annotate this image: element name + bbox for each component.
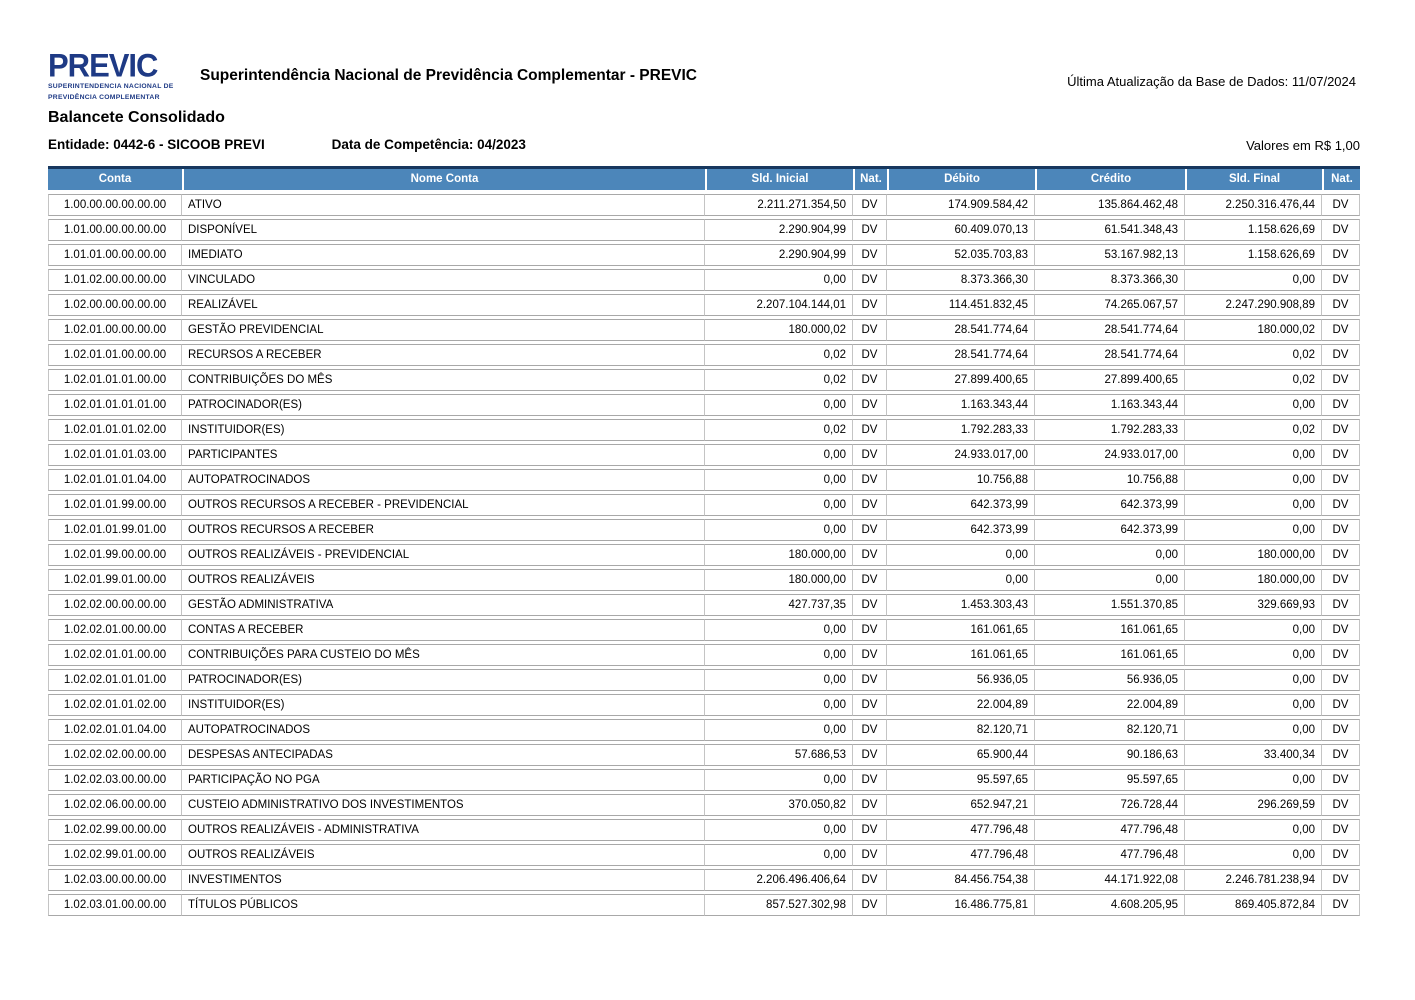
cell-nat: DV xyxy=(1322,219,1360,241)
cell-conta: 1.02.01.01.01.02.00 xyxy=(48,419,182,441)
cell-credito: 135.864.462,48 xyxy=(1035,194,1185,216)
cell-sld-final: 180.000,00 xyxy=(1185,544,1322,566)
cell-sld-final: 2.247.290.908,89 xyxy=(1185,294,1322,316)
cell-sld-inicial: 2.211.271.354,50 xyxy=(705,194,853,216)
table-row xyxy=(48,294,1360,316)
report-title: Balancete Consolidado xyxy=(48,109,225,126)
cell-nat: DV xyxy=(1322,819,1360,841)
cell-conta: 1.02.01.01.01.00.00 xyxy=(48,369,182,391)
cell-nat: DV xyxy=(1322,519,1360,541)
cell-sld-inicial: 0,02 xyxy=(705,344,853,366)
cell-nat: DV xyxy=(853,469,887,491)
cell-nat: DV xyxy=(853,319,887,341)
cell-sld-final: 0,02 xyxy=(1185,344,1322,366)
cell-conta: 1.02.02.01.01.02.00 xyxy=(48,694,182,716)
cell-credito: 477.796,48 xyxy=(1035,819,1185,841)
cell-conta: 1.02.01.01.01.04.00 xyxy=(48,469,182,491)
cell-debito: 95.597,65 xyxy=(887,769,1035,791)
cell-sld-final: 0,00 xyxy=(1185,619,1322,641)
cell-sld-final: 0,00 xyxy=(1185,394,1322,416)
table-row xyxy=(48,494,1360,516)
cell-nat: DV xyxy=(853,194,887,216)
cell-sld-final: 0,00 xyxy=(1185,519,1322,541)
cell-nat: DV xyxy=(1322,669,1360,691)
cell-nat: DV xyxy=(1322,644,1360,666)
cell-debito: 8.373.366,30 xyxy=(887,269,1035,291)
table-row xyxy=(48,669,1360,691)
cell-debito: 161.061,65 xyxy=(887,644,1035,666)
previc-logo-wordmark: PREVIC xyxy=(48,46,158,84)
cell-sld-inicial: 2.207.104.144,01 xyxy=(705,294,853,316)
cell-debito: 0,00 xyxy=(887,569,1035,591)
table-row xyxy=(48,419,1360,441)
cell-nat: DV xyxy=(1322,369,1360,391)
cell-nome-conta: AUTOPATROCINADOS xyxy=(182,469,705,491)
cell-credito: 726.728,44 xyxy=(1035,794,1185,816)
cell-nat: DV xyxy=(1322,569,1360,591)
cell-sld-inicial: 0,00 xyxy=(705,694,853,716)
cell-sld-final: 2.250.316.476,44 xyxy=(1185,194,1322,216)
cell-nome-conta: OUTROS RECURSOS A RECEBER xyxy=(182,519,705,541)
cell-sld-inicial: 0,00 xyxy=(705,819,853,841)
cell-sld-inicial: 0,02 xyxy=(705,419,853,441)
cell-nat: DV xyxy=(1322,444,1360,466)
cell-nome-conta: PARTICIPAÇÃO NO PGA xyxy=(182,769,705,791)
cell-credito: 27.899.400,65 xyxy=(1035,369,1185,391)
cell-sld-inicial: 0,00 xyxy=(705,619,853,641)
cell-nat: DV xyxy=(1322,619,1360,641)
cell-conta: 1.02.01.01.01.01.00 xyxy=(48,394,182,416)
cell-credito: 477.796,48 xyxy=(1035,844,1185,866)
cell-nat: DV xyxy=(853,369,887,391)
cell-nat: DV xyxy=(853,644,887,666)
previc-logo-subtitle-line2: PREVIDÊNCIA COMPLEMENTAR xyxy=(48,94,160,102)
cell-nat: DV xyxy=(853,419,887,441)
cell-sld-final: 1.158.626,69 xyxy=(1185,244,1322,266)
column-header-nat-1: Nat. xyxy=(853,169,887,190)
cell-sld-inicial: 0,00 xyxy=(705,469,853,491)
cell-nome-conta: RECURSOS A RECEBER xyxy=(182,344,705,366)
cell-sld-inicial: 0,00 xyxy=(705,269,853,291)
cell-sld-inicial: 180.000,02 xyxy=(705,319,853,341)
cell-conta: 1.02.02.01.01.01.00 xyxy=(48,669,182,691)
cell-nat: DV xyxy=(853,494,887,516)
cell-credito: 53.167.982,13 xyxy=(1035,244,1185,266)
cell-conta: 1.02.02.99.01.00.00 xyxy=(48,844,182,866)
cell-nat: DV xyxy=(853,344,887,366)
cell-credito: 44.171.922,08 xyxy=(1035,869,1185,891)
cell-nome-conta: CUSTEIO ADMINISTRATIVO DOS INVESTIMENTOS xyxy=(182,794,705,816)
cell-credito: 8.373.366,30 xyxy=(1035,269,1185,291)
cell-sld-final: 180.000,02 xyxy=(1185,319,1322,341)
cell-sld-inicial: 0,00 xyxy=(705,769,853,791)
table-row xyxy=(48,869,1360,891)
cell-sld-final: 0,02 xyxy=(1185,419,1322,441)
cell-sld-final: 1.158.626,69 xyxy=(1185,219,1322,241)
cell-credito: 82.120,71 xyxy=(1035,719,1185,741)
cell-sld-inicial: 0,00 xyxy=(705,444,853,466)
cell-credito: 642.373,99 xyxy=(1035,519,1185,541)
page-title: Superintendência Nacional de Previdência Complementar - PREVIC xyxy=(200,67,697,84)
cell-nat: DV xyxy=(853,819,887,841)
cell-credito: 61.541.348,43 xyxy=(1035,219,1185,241)
cell-sld-final: 33.400,34 xyxy=(1185,744,1322,766)
cell-nat: DV xyxy=(1322,769,1360,791)
previc-logo-subtitle-line1: SUPERINTENDENCIA NACIONAL DE xyxy=(48,83,174,90)
cell-nat: DV xyxy=(853,394,887,416)
cell-sld-inicial: 370.050,82 xyxy=(705,794,853,816)
cell-debito: 52.035.703,83 xyxy=(887,244,1035,266)
cell-sld-inicial: 2.206.496.406,64 xyxy=(705,869,853,891)
cell-conta: 1.02.01.00.00.00.00 xyxy=(48,319,182,341)
cell-nome-conta: DESPESAS ANTECIPADAS xyxy=(182,744,705,766)
cell-conta: 1.02.01.99.01.00.00 xyxy=(48,569,182,591)
cell-credito: 95.597,65 xyxy=(1035,769,1185,791)
cell-nome-conta: ATIVO xyxy=(182,194,705,216)
entity-label: Entidade: 0442-6 - SICOOB PREVI xyxy=(48,137,265,152)
cell-conta: 1.02.02.01.00.00.00 xyxy=(48,619,182,641)
cell-nome-conta: INSTITUIDOR(ES) xyxy=(182,694,705,716)
cell-nome-conta: OUTROS REALIZÁVEIS - ADMINISTRATIVA xyxy=(182,819,705,841)
cell-sld-inicial: 0,00 xyxy=(705,669,853,691)
cell-nat: DV xyxy=(853,544,887,566)
cell-sld-inicial: 180.000,00 xyxy=(705,569,853,591)
cell-debito: 28.541.774,64 xyxy=(887,319,1035,341)
cell-debito: 642.373,99 xyxy=(887,519,1035,541)
table-row xyxy=(48,194,1360,216)
column-header-credito: Crédito xyxy=(1035,169,1185,190)
cell-nat: DV xyxy=(853,769,887,791)
column-header-nat-2: Nat. xyxy=(1322,169,1360,190)
cell-nat: DV xyxy=(1322,844,1360,866)
cell-sld-inicial: 427.737,35 xyxy=(705,594,853,616)
cell-conta: 1.02.00.00.00.00.00 xyxy=(48,294,182,316)
cell-nome-conta: OUTROS REALIZÁVEIS - PREVIDENCIAL xyxy=(182,544,705,566)
cell-debito: 1.453.303,43 xyxy=(887,594,1035,616)
cell-conta: 1.02.02.00.00.00.00 xyxy=(48,594,182,616)
cell-nat: DV xyxy=(853,244,887,266)
table-row xyxy=(48,269,1360,291)
cell-conta: 1.02.02.02.00.00.00 xyxy=(48,744,182,766)
cell-debito: 16.486.775,81 xyxy=(887,894,1035,916)
cell-debito: 114.451.832,45 xyxy=(887,294,1035,316)
cell-debito: 28.541.774,64 xyxy=(887,344,1035,366)
cell-conta: 1.02.02.99.00.00.00 xyxy=(48,819,182,841)
cell-credito: 1.792.283,33 xyxy=(1035,419,1185,441)
cell-nat: DV xyxy=(853,719,887,741)
cell-debito: 1.163.343,44 xyxy=(887,394,1035,416)
cell-credito: 0,00 xyxy=(1035,569,1185,591)
cell-debito: 0,00 xyxy=(887,544,1035,566)
cell-conta: 1.02.01.99.00.00.00 xyxy=(48,544,182,566)
cell-nat: DV xyxy=(853,744,887,766)
cell-nat: DV xyxy=(853,269,887,291)
cell-debito: 65.900,44 xyxy=(887,744,1035,766)
cell-sld-inicial: 0,00 xyxy=(705,719,853,741)
cell-sld-final: 0,00 xyxy=(1185,444,1322,466)
cell-sld-final: 0,00 xyxy=(1185,669,1322,691)
cell-nat: DV xyxy=(853,219,887,241)
cell-sld-inicial: 0,00 xyxy=(705,494,853,516)
cell-nat: DV xyxy=(1322,544,1360,566)
cell-nat: DV xyxy=(1322,344,1360,366)
cell-sld-inicial: 0,00 xyxy=(705,519,853,541)
cell-nat: DV xyxy=(853,519,887,541)
cell-debito: 56.936,05 xyxy=(887,669,1035,691)
cell-nome-conta: REALIZÁVEL xyxy=(182,294,705,316)
column-header-debito: Débito xyxy=(887,169,1035,190)
table-row xyxy=(48,519,1360,541)
table-row xyxy=(48,719,1360,741)
report-meta-row xyxy=(48,137,1360,157)
cell-sld-final: 0,00 xyxy=(1185,644,1322,666)
table-row xyxy=(48,769,1360,791)
cell-nat: DV xyxy=(1322,869,1360,891)
cell-conta: 1.02.01.01.99.00.00 xyxy=(48,494,182,516)
cell-nome-conta: OUTROS REALIZÁVEIS xyxy=(182,569,705,591)
cell-debito: 174.909.584,42 xyxy=(887,194,1035,216)
cell-nat: DV xyxy=(853,569,887,591)
cell-nat: DV xyxy=(853,444,887,466)
cell-nome-conta: TÍTULOS PÚBLICOS xyxy=(182,894,705,916)
cell-nome-conta: INSTITUIDOR(ES) xyxy=(182,419,705,441)
cell-conta: 1.02.01.01.00.00.00 xyxy=(48,344,182,366)
cell-conta: 1.02.02.01.01.00.00 xyxy=(48,644,182,666)
cell-conta: 1.02.01.01.99.01.00 xyxy=(48,519,182,541)
cell-credito: 0,00 xyxy=(1035,544,1185,566)
cell-credito: 161.061,65 xyxy=(1035,644,1185,666)
cell-credito: 161.061,65 xyxy=(1035,619,1185,641)
cell-debito: 161.061,65 xyxy=(887,619,1035,641)
cell-debito: 24.933.017,00 xyxy=(887,444,1035,466)
cell-sld-final: 180.000,00 xyxy=(1185,569,1322,591)
cell-credito: 1.551.370,85 xyxy=(1035,594,1185,616)
competence-date-label: Data de Competência: 04/2023 xyxy=(331,137,526,152)
cell-nat: DV xyxy=(1322,394,1360,416)
cell-nome-conta: IMEDIATO xyxy=(182,244,705,266)
cell-sld-final: 0,00 xyxy=(1185,269,1322,291)
cell-sld-final: 0,02 xyxy=(1185,369,1322,391)
cell-sld-inicial: 2.290.904,99 xyxy=(705,244,853,266)
cell-sld-final: 0,00 xyxy=(1185,494,1322,516)
cell-nat: DV xyxy=(1322,469,1360,491)
cell-sld-inicial: 0,00 xyxy=(705,844,853,866)
cell-nat: DV xyxy=(1322,269,1360,291)
cell-nat: DV xyxy=(853,869,887,891)
cell-nome-conta: AUTOPATROCINADOS xyxy=(182,719,705,741)
cell-nat: DV xyxy=(853,619,887,641)
cell-sld-final: 0,00 xyxy=(1185,819,1322,841)
cell-nat: DV xyxy=(1322,744,1360,766)
table-row xyxy=(48,594,1360,616)
cell-nome-conta: PATROCINADOR(ES) xyxy=(182,394,705,416)
cell-debito: 82.120,71 xyxy=(887,719,1035,741)
cell-sld-inicial: 0,00 xyxy=(705,644,853,666)
cell-credito: 28.541.774,64 xyxy=(1035,319,1185,341)
cell-nat: DV xyxy=(1322,894,1360,916)
table-row xyxy=(48,344,1360,366)
cell-nome-conta: DISPONÍVEL xyxy=(182,219,705,241)
cell-nome-conta: GESTÃO PREVIDENCIAL xyxy=(182,319,705,341)
cell-debito: 27.899.400,65 xyxy=(887,369,1035,391)
table-row xyxy=(48,469,1360,491)
table-row xyxy=(48,394,1360,416)
balance-table xyxy=(48,166,1360,919)
table-row xyxy=(48,694,1360,716)
table-row xyxy=(48,844,1360,866)
table-row xyxy=(48,244,1360,266)
cell-nome-conta: PATROCINADOR(ES) xyxy=(182,669,705,691)
cell-conta: 1.01.00.00.00.00.00 xyxy=(48,219,182,241)
cell-nat: DV xyxy=(853,594,887,616)
cell-credito: 10.756,88 xyxy=(1035,469,1185,491)
cell-sld-final: 0,00 xyxy=(1185,844,1322,866)
cell-nat: DV xyxy=(1322,494,1360,516)
cell-sld-final: 329.669,93 xyxy=(1185,594,1322,616)
cell-sld-final: 296.269,59 xyxy=(1185,794,1322,816)
cell-nat: DV xyxy=(1322,319,1360,341)
balance-table-body xyxy=(48,194,1360,916)
cell-credito: 24.933.017,00 xyxy=(1035,444,1185,466)
cell-sld-final: 0,00 xyxy=(1185,719,1322,741)
cell-credito: 642.373,99 xyxy=(1035,494,1185,516)
table-row xyxy=(48,644,1360,666)
cell-nome-conta: GESTÃO ADMINISTRATIVA xyxy=(182,594,705,616)
cell-sld-inicial: 0,02 xyxy=(705,369,853,391)
cell-debito: 477.796,48 xyxy=(887,819,1035,841)
cell-nome-conta: PARTICIPANTES xyxy=(182,444,705,466)
cell-nome-conta: OUTROS REALIZÁVEIS xyxy=(182,844,705,866)
cell-nat: DV xyxy=(1322,694,1360,716)
cell-debito: 22.004,89 xyxy=(887,694,1035,716)
cell-conta: 1.00.00.00.00.00.00 xyxy=(48,194,182,216)
last-update-text: Última Atualização da Base de Dados: 11/07/2024 xyxy=(1067,74,1356,89)
cell-credito: 74.265.067,57 xyxy=(1035,294,1185,316)
cell-conta: 1.02.02.06.00.00.00 xyxy=(48,794,182,816)
cell-debito: 84.456.754,38 xyxy=(887,869,1035,891)
cell-sld-inicial: 0,00 xyxy=(705,394,853,416)
cell-sld-final: 0,00 xyxy=(1185,769,1322,791)
balance-table-header xyxy=(48,166,1360,190)
cell-credito: 28.541.774,64 xyxy=(1035,344,1185,366)
cell-nat: DV xyxy=(1322,194,1360,216)
cell-debito: 652.947,21 xyxy=(887,794,1035,816)
cell-conta: 1.02.03.00.00.00.00 xyxy=(48,869,182,891)
table-row xyxy=(48,219,1360,241)
cell-nome-conta: CONTRIBUIÇÕES DO MÊS xyxy=(182,369,705,391)
table-row xyxy=(48,569,1360,591)
cell-credito: 22.004,89 xyxy=(1035,694,1185,716)
cell-nat: DV xyxy=(1322,244,1360,266)
table-row xyxy=(48,819,1360,841)
column-header-sld-inicial: Sld. Inicial xyxy=(705,169,853,190)
cell-credito: 56.936,05 xyxy=(1035,669,1185,691)
table-row xyxy=(48,744,1360,766)
cell-sld-final: 869.405.872,84 xyxy=(1185,894,1322,916)
cell-sld-inicial: 857.527.302,98 xyxy=(705,894,853,916)
cell-nat: DV xyxy=(853,844,887,866)
cell-conta: 1.02.02.03.00.00.00 xyxy=(48,769,182,791)
cell-sld-final: 0,00 xyxy=(1185,469,1322,491)
cell-nome-conta: INVESTIMENTOS xyxy=(182,869,705,891)
cell-debito: 60.409.070,13 xyxy=(887,219,1035,241)
cell-nat: DV xyxy=(853,894,887,916)
cell-nat: DV xyxy=(853,669,887,691)
table-row xyxy=(48,319,1360,341)
cell-debito: 477.796,48 xyxy=(887,844,1035,866)
cell-nat: DV xyxy=(1322,594,1360,616)
cell-conta: 1.01.01.00.00.00.00 xyxy=(48,244,182,266)
cell-nat: DV xyxy=(853,794,887,816)
table-row xyxy=(48,369,1360,391)
previc-logo xyxy=(48,46,198,103)
column-header-conta: Conta xyxy=(48,169,182,190)
cell-nat: DV xyxy=(1322,419,1360,441)
cell-debito: 642.373,99 xyxy=(887,494,1035,516)
table-row xyxy=(48,619,1360,641)
column-header-sld-final: Sld. Final xyxy=(1185,169,1322,190)
cell-conta: 1.01.02.00.00.00.00 xyxy=(48,269,182,291)
cell-conta: 1.02.03.01.00.00.00 xyxy=(48,894,182,916)
cell-nat: DV xyxy=(1322,794,1360,816)
balance-table-grid xyxy=(48,191,1360,919)
cell-credito: 1.163.343,44 xyxy=(1035,394,1185,416)
cell-sld-inicial: 2.290.904,99 xyxy=(705,219,853,241)
cell-debito: 10.756,88 xyxy=(887,469,1035,491)
cell-conta: 1.02.01.01.01.03.00 xyxy=(48,444,182,466)
table-row xyxy=(48,794,1360,816)
cell-nome-conta: VINCULADO xyxy=(182,269,705,291)
cell-nome-conta: OUTROS RECURSOS A RECEBER - PREVIDENCIAL xyxy=(182,494,705,516)
table-row xyxy=(48,894,1360,916)
cell-sld-inicial: 57.686,53 xyxy=(705,744,853,766)
cell-nat: DV xyxy=(853,694,887,716)
cell-nome-conta: CONTAS A RECEBER xyxy=(182,619,705,641)
cell-nat: DV xyxy=(1322,294,1360,316)
table-row xyxy=(48,544,1360,566)
cell-sld-inicial: 180.000,00 xyxy=(705,544,853,566)
cell-debito: 1.792.283,33 xyxy=(887,419,1035,441)
cell-nat: DV xyxy=(1322,719,1360,741)
cell-sld-final: 2.246.781.238,94 xyxy=(1185,869,1322,891)
cell-nat: DV xyxy=(853,294,887,316)
cell-credito: 90.186,63 xyxy=(1035,744,1185,766)
currency-note: Valores em R$ 1,00 xyxy=(1246,138,1360,153)
cell-nome-conta: CONTRIBUIÇÕES PARA CUSTEIO DO MÊS xyxy=(182,644,705,666)
cell-conta: 1.02.02.01.01.04.00 xyxy=(48,719,182,741)
cell-credito: 4.608.205,95 xyxy=(1035,894,1185,916)
column-header-nome-conta: Nome Conta xyxy=(182,169,705,190)
cell-sld-final: 0,00 xyxy=(1185,694,1322,716)
table-row xyxy=(48,444,1360,466)
